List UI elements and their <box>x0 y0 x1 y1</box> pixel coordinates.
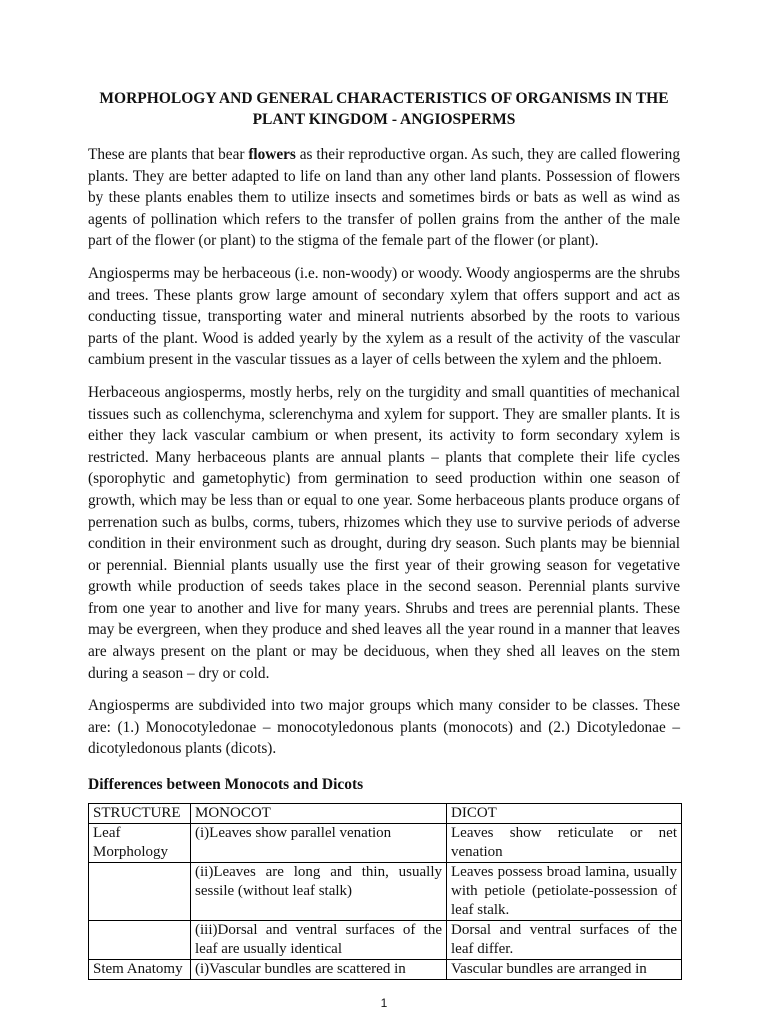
table-cell: Stem Anatomy <box>89 960 191 980</box>
table-cell: Leaf Morphology <box>89 824 191 863</box>
comparison-table <box>88 803 682 980</box>
paragraph-1 <box>88 144 680 252</box>
table-cell: Leaves possess broad lamina, usually with petiole (petiolate-possession of leaf stalk. <box>447 863 682 921</box>
title-line-2: PLANT KINGDOM - ANGIOSPERMS <box>252 111 516 128</box>
table-cell: (i)Leaves show parallel venation <box>191 824 447 863</box>
title-line-1: MORPHOLOGY AND GENERAL CHARACTERISTICS OF ORGANISMS IN THE <box>99 90 669 107</box>
table-cell: (iii)Dorsal and ventral surfaces of the leaf are usually identical <box>191 921 447 960</box>
header-cell: STRUCTURE <box>89 804 191 824</box>
text: as their reproductive organ. As such, they are called flowering plants. They are better adapted to life on land than any other land plants. Possession of flowers by these plants enables them to utilize insects and sometimes birds or bats as well as wind as agents of pollination which refers to the transfer of pollen grains from the anther of the male part of the flower (or plant) to the stigma of the female part of the flower (or plant). <box>88 146 680 250</box>
page-number: 1 <box>380 996 388 1011</box>
text: These are plants that bear <box>88 146 249 163</box>
table-row <box>89 921 682 960</box>
header-cell: DICOT <box>447 804 682 824</box>
paragraph-2: Angiosperms may be herbaceous (i.e. non-woody) or woody. Woody angiosperms are the shrubs and trees. These plants grow large amount of secondary xylem that offers support and act as conducting tissue, transporting water and mineral nutrients absorbed by the roots to various parts of the plant. Wood is added yearly by the xylem as a result of the activity of the vascular cambium present in the vascular tissues as a layer of cells between the xylem and the phloem. <box>88 264 680 369</box>
table-cell: (ii)Leaves are long and thin, usually sessile (without leaf stalk) <box>191 863 447 921</box>
paragraph-3: Herbaceous angiosperms, mostly herbs, rely on the turgidity and small quantities of mechanical tissues such as collenchyma, sclerenchyma and xylem for support. They are smaller plants. It is either they lack vascular cambium or when present, its activity to form secondary xylem is restricted. Many herbaceous plants are annual plants – plants that complete their life cycles (sporophytic and gametophytic) from germination to seed production within one season of growth, which may be less than or equal to one year. Some herbaceous plants produce organs of perrenation such as bulbs, corms, tubers, rhizomes which they use to survive periods of adverse condition in their environment such as drought, during dry season. Such plants may be biennial or perennial. Biennial plants usually use the first year of their growing season for vegetative growth while production of seeds takes place in the second season. Perennial plants survive from one year to another and live for many years. Shrubs and trees are perennial plants. These may be evergreen, when they produce and shed leaves all the year round in a manner that leaves are always present on the plant or may be deciduous, when they shed all leaves on the stem during a season – dry or cold. <box>88 383 680 682</box>
table-cell <box>89 921 191 960</box>
table-cell: Dorsal and ventral surfaces of the leaf differ. <box>447 921 682 960</box>
table-cell <box>89 863 191 921</box>
table-cell: (i)Vascular bundles are scattered in <box>191 960 447 980</box>
section-heading: Differences between Monocots and Dicots <box>88 776 364 794</box>
table-row <box>89 824 682 863</box>
bold-term: flowers <box>248 146 296 163</box>
table-header-row <box>89 804 682 824</box>
page-title <box>80 88 688 130</box>
table-cell: Vascular bundles are arranged in <box>447 960 682 980</box>
header-cell: MONOCOT <box>191 804 447 824</box>
table-row <box>89 863 682 921</box>
table-row <box>89 960 682 980</box>
table-cell: Leaves show reticulate or net venation <box>447 824 682 863</box>
paragraph-4: Angiosperms are subdivided into two major groups which many consider to be classes. These are: (1.) Monocotyledonae – monocotyledonous plants (monocots) and (2.) Dicotyledonae – dicotyledonous plants (dicots). <box>88 697 680 758</box>
